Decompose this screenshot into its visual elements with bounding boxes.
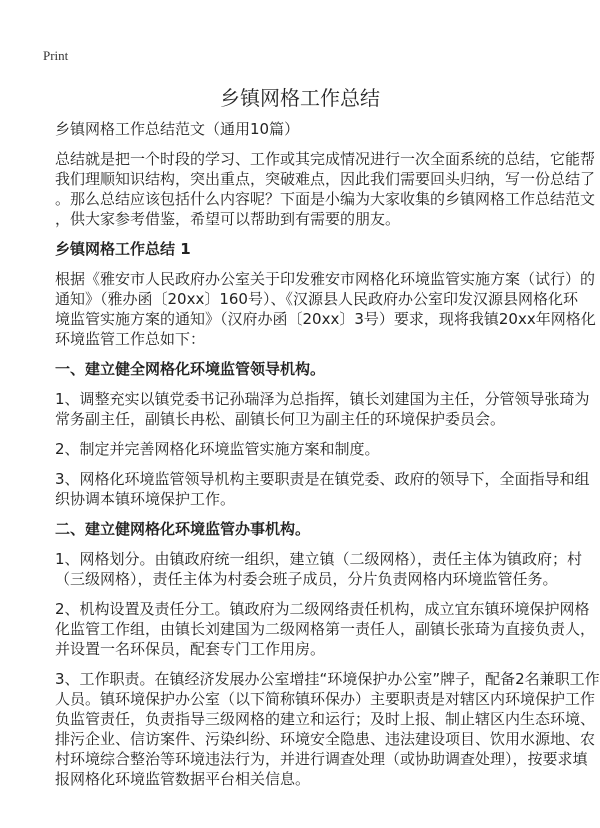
text-line: 并设置一名环保员，配套专门工作用房。 <box>55 640 326 658</box>
paragraph <box>55 389 590 429</box>
paragraph <box>55 149 596 229</box>
text-line: 负监管责任，负责指导三级网格的建立和运行；及时上报、制止辖区内生态环境、 <box>55 710 596 728</box>
text-line: 2、制定并完善网格化环境监管实施方案和制度。 <box>55 440 380 458</box>
text-line: 我们理顺知识结构，突出重点，突破难点，因此我们需要回头归纳，写一份总结了 <box>55 170 596 188</box>
text-line: 通知》（雅办函〔20xx〕160号）、《汉源县人民政府办公室印发汉源县网格化环 <box>55 290 578 308</box>
section-heading <box>55 519 565 539</box>
text-line: 1、网格划分。由镇政府统一组织，建立镇（二级网格），责任主体为镇政府；村 <box>55 550 583 568</box>
paragraph <box>55 119 565 139</box>
paragraph <box>55 469 590 509</box>
text-line: 3、工作职责。在镇经济发展办公室增挂“环境保护办公室”牌子，配备2名兼职工作 <box>55 670 600 688</box>
text-line: 根据《雅安市人民政府办公室关于印发雅安市网格化环境监管实施方案（试行）的 <box>55 270 596 288</box>
section-heading <box>55 239 565 259</box>
text-line: 2、机构设置及责任分工。镇政府为二级网络责任机构，成立宜东镇环境保护网格 <box>55 600 590 618</box>
text-line: ，供大家参考借鉴，希望可以帮助到有需要的朋友。 <box>55 210 401 228</box>
section-heading <box>55 359 565 379</box>
paragraph <box>55 549 583 589</box>
text-line: 人员。镇环境保护办公室（以下简称镇环保办）主要职责是对辖区内环境保护工作 <box>55 690 596 708</box>
text-line: 3、网格化环境监管领导机构主要职责是在镇党委、政府的领导下，全面指导和组 <box>55 470 590 488</box>
paragraph <box>55 439 565 459</box>
page-title: 乡镇网格工作总结 <box>220 86 380 110</box>
text-line: 境监管实施方案的通知》（汉府办函〔20xx〕3号）要求，现将我镇20xx年网格化 <box>55 310 596 328</box>
text-line: 乡镇网格工作总结 1 <box>55 240 191 258</box>
print-link[interactable]: Print <box>43 48 69 63</box>
text-line: 1、调整充实以镇党委书记孙瑞泽为总指挥，镇长刘建国为主任，分管领导张琦为 <box>55 390 590 408</box>
paragraph <box>55 599 596 659</box>
text-line: 。那么总结应该包括什么内容呢？下面是小编为大家收集的乡镇网格工作总结范文 <box>55 190 596 208</box>
text-line: 排污企业、信访案件、污染纠纷、环境安全隐患、违法建设项目、饮用水源地、农 <box>55 730 596 748</box>
text-line: 报网格化环境监管数据平台相关信息。 <box>55 770 311 788</box>
paragraph <box>55 269 596 349</box>
document-body <box>55 119 600 799</box>
text-line: 总结就是把一个时段的学习、工作或其完成情况进行一次全面系统的总结，它能帮 <box>55 150 596 168</box>
text-line: 村环境综合整治等环境违法行为，并进行调查处理（或协助调查处理），按要求填 <box>55 750 588 768</box>
text-line: 常务副主任，副镇长冉松、副镇长何卫为副主任的环境保护委员会。 <box>55 410 506 428</box>
text-line: 乡镇网格工作总结范文（通用10篇） <box>55 120 300 138</box>
text-line: 化监管工作组，由镇长刘建国为二级网格第一责任人，副镇长张琦为直接负责人， <box>55 620 596 638</box>
text-line: 环境监管工作总如下： <box>55 330 206 348</box>
text-line: 一、建立健全网格化环境监管领导机构。 <box>55 360 326 378</box>
text-line: 织协调本镇环境保护工作。 <box>55 490 236 508</box>
text-line: 二、建立健网格化环境监管办事机构。 <box>55 520 311 538</box>
text-line: （三级网格），责任主体为村委会班子成员，分片负责网格内环境监管任务。 <box>55 570 558 588</box>
paragraph <box>55 669 600 789</box>
